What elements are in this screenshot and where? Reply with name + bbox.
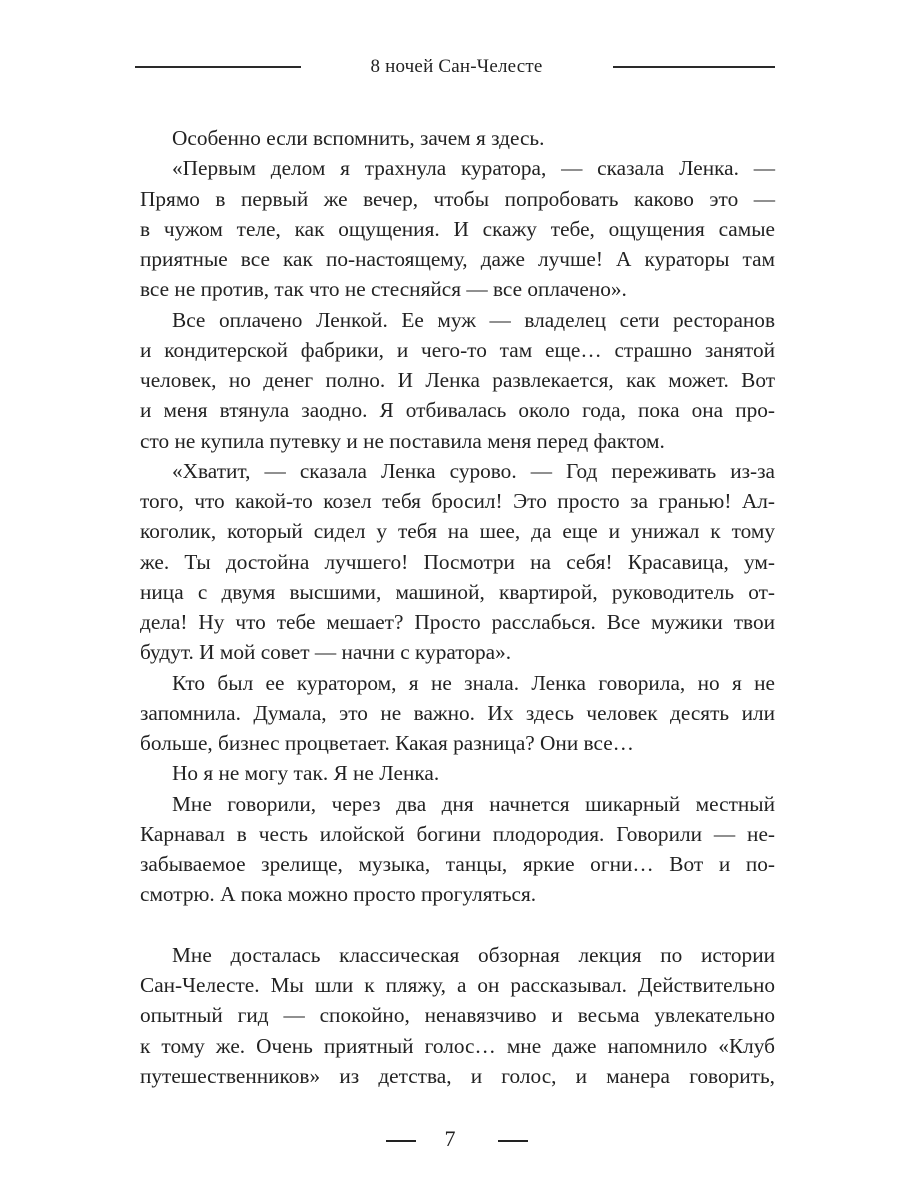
text-line: «Хватит, — сказала Ленка сурово. — Год переживать из-за: [172, 458, 775, 483]
text-line: путешественников» из детства, и голос, и манера говорить,: [140, 1063, 775, 1088]
text-line: забываемое зрелище, музыка, танцы, яркие огни… Вот и по-: [140, 852, 775, 876]
text-line: Сан-Челесте. Мы шли к пляжу, а он рассказывал. Действительно: [140, 973, 775, 997]
text-line: же. Ты достойна лучшего! Посмотри на себя! Красавица, ум-: [140, 549, 775, 574]
text-line: сто не купила путевку и не поставила меня перед фактом.: [140, 428, 665, 453]
page-number: 7: [444, 1126, 456, 1151]
text-line: Карнавал в честь илойской богини плодородия. Говорили — не-: [140, 821, 775, 846]
text-line: к тому же. Очень приятный голос… мне даже напомнило «Клуб: [140, 1033, 775, 1058]
text-line: Все оплачено Ленкой. Ее муж — владелец сети ресторанов: [172, 307, 775, 332]
section-break: [140, 910, 775, 940]
text-line: ница с двумя высшими, машиной, квартирой, руководитель от-: [140, 579, 775, 604]
text-line: будут. И мой совет — начни с куратора».: [140, 640, 512, 665]
text-line: Кто был ее куратором, я не знала. Ленка говорила, но я не: [172, 670, 775, 695]
paragraph: [140, 123, 775, 153]
text-line: больше, бизнес процветает. Какая разница? Они все…: [140, 731, 634, 755]
text-line: приятные все как по-настоящему, даже лучше! А кураторы там: [140, 247, 775, 271]
paragraph: [140, 940, 775, 1091]
text-line: и меня втянула заодно. Я отбивалась около года, пока она про-: [140, 398, 775, 423]
text-line: все не против, так что не стесняйся — все оплачено».: [140, 277, 627, 302]
running-head: 8 ночей Сан-Челесте: [370, 56, 543, 77]
text-line: опытный гид — спокойно, ненавязчиво и весьма увлекательно: [140, 1003, 775, 1028]
text-line: смотрю. А пока можно просто прогуляться.: [140, 882, 537, 907]
paragraph: [140, 305, 775, 456]
text-line: Но я не могу так. Я не Ленка.: [172, 761, 440, 786]
text-line: коголик, который сидел у тебя на шее, да еще и унижал к тому: [140, 519, 775, 544]
folio-dash-right: [498, 1140, 528, 1142]
text-line: Мне говорили, через два дня начнется шикарный местный: [172, 791, 775, 816]
text-line: Мне досталась классическая обзорная лекция по истории: [172, 942, 775, 967]
text-line: дела! Ну что тебе мешает? Просто расслабься. Все мужики твои: [140, 610, 775, 634]
text-line: запомнила. Думала, это не важно. Их здесь человек десять или: [140, 700, 775, 725]
header-rule-left: [135, 66, 301, 68]
paragraph: [140, 758, 775, 788]
text-line: того, что какой-то козел тебя бросил! Это просто за гранью! Ал-: [140, 489, 775, 513]
paragraph: [140, 153, 775, 304]
text-line: Особенно если вспомнить, зачем я здесь.: [172, 126, 545, 150]
text-line: и кондитерской фабрики, и чего-то там еще… страшно занятой: [140, 337, 775, 362]
text-line: «Первым делом я трахнула куратора, — сказала Ленка. —: [172, 156, 775, 181]
paragraph: [140, 668, 775, 759]
header-rule-right: [613, 66, 775, 68]
paragraph: [140, 456, 775, 668]
text-line: Прямо в первый же вечер, чтобы попробовать каково это —: [140, 186, 775, 211]
text-line: человек, но денег полно. И Ленка развлекается, как может. Вот: [140, 368, 775, 392]
body-text: [140, 123, 775, 1091]
text-line: в чужом теле, как ощущения. И скажу тебе, ощущения самые: [140, 216, 775, 241]
paragraph: [140, 789, 775, 910]
